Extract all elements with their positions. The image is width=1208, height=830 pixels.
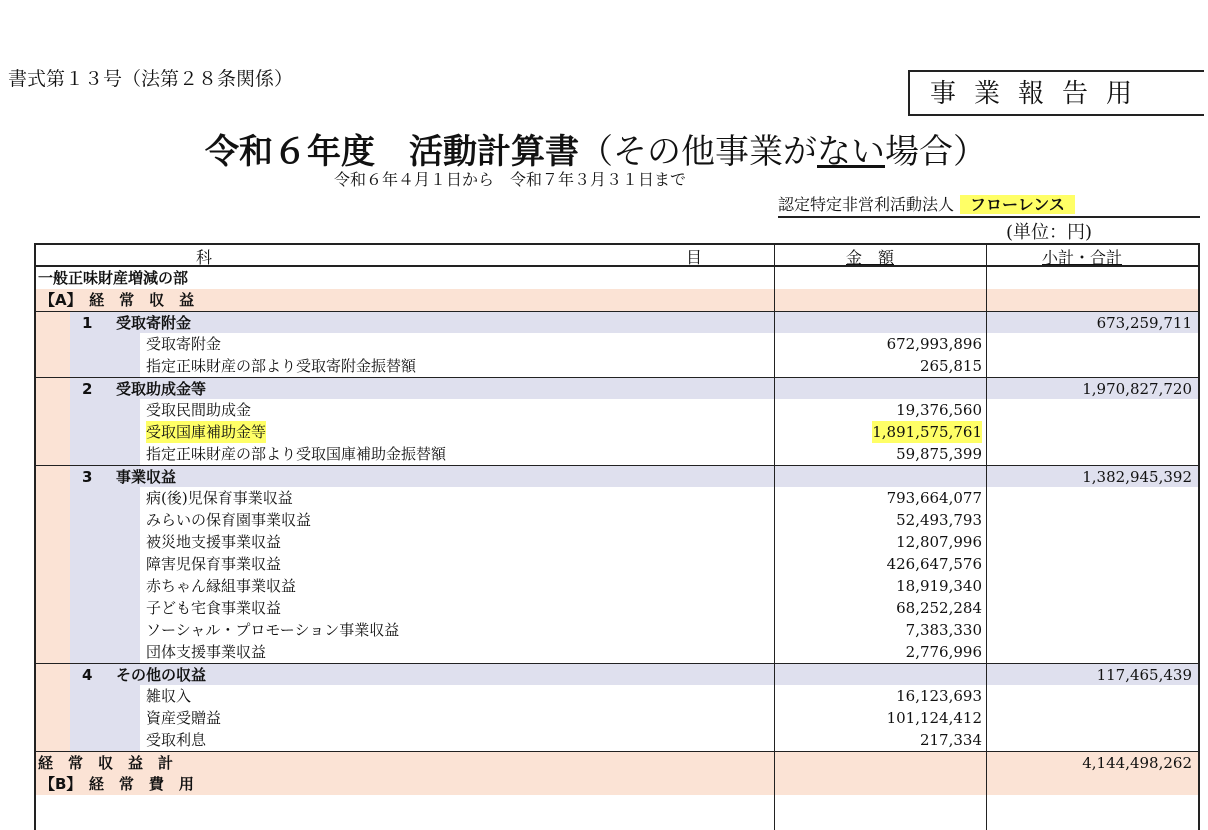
group-name: 受取助成金等 <box>116 380 207 398</box>
usage-label-box: 事業報告用 <box>908 70 1204 116</box>
item-amount: 1,891,575,761 <box>872 423 982 441</box>
item-amount: 7,383,330 <box>905 621 982 639</box>
item-label: 受取民間助成金 <box>146 401 252 419</box>
group-row-4 <box>36 663 1198 686</box>
total-label: 経 常 収 益 計 <box>38 754 174 772</box>
corporation-name: フローレンス <box>960 195 1075 214</box>
section-general-row <box>36 267 1198 290</box>
item-row <box>36 575 1198 597</box>
item-row <box>36 641 1198 663</box>
total-row <box>36 751 1198 774</box>
item-label: 受取寄附金 <box>146 335 222 353</box>
section-a-label: 【A】 経 常 収 益 <box>40 291 195 309</box>
item-row <box>36 729 1198 751</box>
item-row <box>36 531 1198 553</box>
item-row <box>36 399 1198 421</box>
item-label: 指定正味財産の部より受取国庫補助金振替額 <box>146 445 447 463</box>
item-label: 団体支援事業収益 <box>146 643 267 661</box>
form-number: 書式第１３号（法第２８条関係） <box>8 68 294 90</box>
item-amount: 217,334 <box>919 731 982 749</box>
group-subtotal: 1,970,827,720 <box>1082 380 1192 398</box>
item-amount: 19,376,560 <box>896 401 982 419</box>
item-row <box>36 509 1198 531</box>
item-row <box>36 355 1198 377</box>
item-label: 受取国庫補助金等 <box>146 423 267 441</box>
unit-label: (単位：円) <box>1006 222 1093 243</box>
group-number: 1 <box>82 314 93 332</box>
group-number: 4 <box>82 666 93 684</box>
item-amount: 793,664,077 <box>886 489 982 507</box>
item-amount: 101,124,412 <box>886 709 982 727</box>
item-amount: 265,815 <box>919 357 982 375</box>
item-row <box>36 333 1198 355</box>
item-amount: 426,647,576 <box>886 555 982 573</box>
group-row-2 <box>36 377 1198 400</box>
column-divider-amount <box>774 245 775 830</box>
item-row <box>36 443 1198 465</box>
item-amount: 2,776,996 <box>905 643 982 661</box>
group-number: 3 <box>82 468 93 486</box>
item-amount: 18,919,340 <box>896 577 982 595</box>
item-row <box>36 487 1198 509</box>
fiscal-period: 令和６年４月１日から 令和７年３月３１日まで <box>334 170 687 189</box>
title-part-c: ない <box>817 132 885 172</box>
header-ka: 科 <box>196 248 213 267</box>
item-label: 被災地支援事業収益 <box>146 533 282 551</box>
group-name: その他の収益 <box>116 666 207 684</box>
item-row <box>36 707 1198 729</box>
group-row-3 <box>36 465 1198 488</box>
corporation-line <box>778 192 1200 218</box>
header-subtotal: 小計・合計 <box>1042 248 1123 267</box>
group-name: 事業収益 <box>116 468 177 486</box>
section-general-label: 一般正味財産増減の部 <box>38 269 189 287</box>
item-label: 受取利息 <box>146 731 207 749</box>
group-subtotal: 673,259,711 <box>1096 314 1192 332</box>
corporation-label: 認定特定非営利活動法人 <box>778 195 955 214</box>
item-amount: 672,993,896 <box>886 335 982 353</box>
item-amount: 52,493,793 <box>896 511 982 529</box>
group-subtotal: 1,382,945,392 <box>1082 468 1192 486</box>
column-divider-subtotal <box>986 245 987 830</box>
title-main: 令和６年度 活動計算書 <box>205 132 579 172</box>
section-b-row <box>36 773 1198 795</box>
item-label: 病(後)児保育事業収益 <box>146 489 293 507</box>
header-amount: 金 額 <box>846 248 895 267</box>
section-a-row <box>36 289 1198 311</box>
item-label: 障害児保育事業収益 <box>146 555 282 573</box>
item-label: 赤ちゃん縁組事業収益 <box>146 577 297 595</box>
document-title <box>205 124 987 173</box>
title-part-d: 場合） <box>885 132 987 172</box>
item-label: 指定正味財産の部より受取寄附金振替額 <box>146 357 417 375</box>
item-row <box>36 685 1198 707</box>
item-amount: 68,252,284 <box>896 599 982 617</box>
item-row <box>36 553 1198 575</box>
title-part-b: （その他事業が <box>579 132 817 172</box>
statement-table <box>34 243 1200 830</box>
item-row <box>36 619 1198 641</box>
item-amount: 16,123,693 <box>896 687 982 705</box>
group-subtotal: 117,465,439 <box>1096 666 1192 684</box>
group-name: 受取寄附金 <box>116 314 192 332</box>
total-value: 4,144,498,262 <box>1082 754 1192 772</box>
item-label: 雑収入 <box>146 687 192 705</box>
item-amount: 12,807,996 <box>896 533 982 551</box>
item-label: ソーシャル・プロモーション事業収益 <box>146 621 400 639</box>
item-row <box>36 421 1198 443</box>
item-amount: 59,875,399 <box>896 445 982 463</box>
group-number: 2 <box>82 380 93 398</box>
group-row-1 <box>36 311 1198 334</box>
item-label: みらいの保育園事業収益 <box>146 511 312 529</box>
item-row <box>36 597 1198 619</box>
item-label: 子ども宅食事業収益 <box>146 599 282 617</box>
header-moku: 目 <box>686 248 703 267</box>
table-header <box>36 245 1198 267</box>
item-label: 資産受贈益 <box>146 709 222 727</box>
section-b-label: 【B】 経 常 費 用 <box>40 775 194 793</box>
